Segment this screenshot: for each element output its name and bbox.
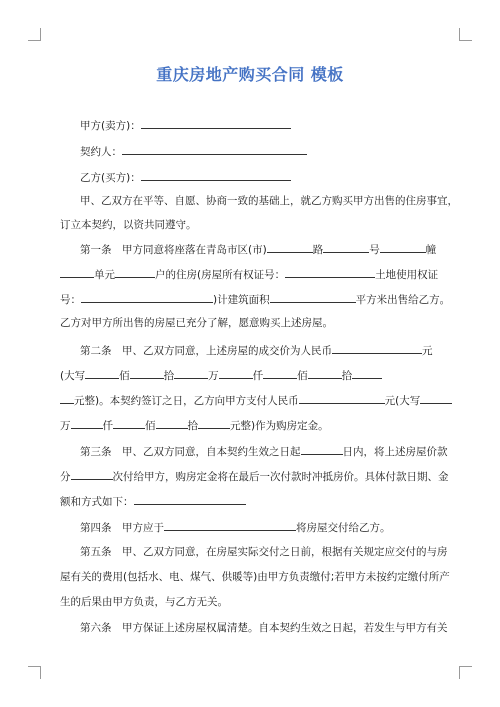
a1-blank-building[interactable] [60, 266, 94, 278]
a2-blank-deposit[interactable] [299, 392, 385, 404]
buyer-label: 乙方(买方)： [80, 172, 141, 184]
a2-text-8: 佰 [297, 370, 308, 382]
a2-text-14: 佰 [145, 420, 156, 432]
seller-blank[interactable] [141, 117, 291, 129]
article-5-line-1: 第五条 甲、乙双方同意，在房屋实际交付之日前，根据有关规定应交付的与房 [80, 546, 448, 558]
article-5-line-2: 屋有关的费用(包括水、电、煤气、供暖等)由甲方负责缴付;若甲方未按约定缴付所产 [60, 571, 450, 583]
article-3-line-2 [60, 468, 450, 484]
article-2-line-3 [60, 392, 450, 408]
seller-label: 甲方(卖方)： [80, 120, 141, 132]
article-5-line-3: 生的后果由甲方负责，与乙方无关。 [60, 596, 228, 608]
a2-blank-1[interactable] [85, 367, 119, 379]
a2-text-13: 仟 [102, 420, 113, 432]
crop-mark-bottom-left [28, 666, 41, 679]
article-4-line-1 [80, 519, 470, 535]
a2-blank-2[interactable] [130, 367, 164, 379]
article-3-line-3 [60, 493, 450, 509]
a2-text-2: 元 [422, 345, 433, 357]
a2-text-6: 万 [208, 370, 219, 382]
article-1-line-1 [80, 241, 470, 257]
a1-blank-number[interactable] [380, 241, 426, 253]
article-1-line-3 [60, 291, 450, 307]
article-1-line-2 [60, 266, 450, 282]
document-title: 重庆房地产购买合同 模板 [156, 65, 344, 84]
a1-text-9: )计建筑面积 [213, 294, 270, 306]
a4-text-2: 将房屋交付给乙方。 [296, 522, 391, 534]
a2-text-10: 元整)。本契约签订之日，乙方向甲方支付人民币 [74, 395, 299, 407]
a2-blank-3[interactable] [174, 367, 208, 379]
a2-blank-10[interactable] [71, 417, 103, 429]
a3-text-1: 第三条 甲、乙双方同意，自本契约生效之日起 [80, 446, 301, 458]
a2-blank-9[interactable] [420, 392, 452, 404]
buyer-field [80, 169, 470, 185]
a2-text-4: 佰 [119, 370, 130, 382]
a1-text-4: 幢 [425, 244, 437, 256]
a3-blank-details[interactable] [134, 493, 246, 505]
a2-text-16: 元整)作为购房定金。 [230, 420, 329, 432]
a2-text-3: (大写 [60, 370, 86, 382]
a1-text-10: 平方米出售给乙方。 [355, 294, 451, 306]
a1-text-6: 户的住房(房屋所有权证号： [155, 269, 286, 281]
agent-blank[interactable] [122, 143, 307, 155]
intro-line-1: 甲、乙双方在平等、自愿、协商一致的基础上，就乙方购买甲方出售的住房事宜， [80, 195, 458, 207]
article-6-line-1: 第六条 甲方保证上述房屋权属清楚。自本契约生效之日起，若发生与甲方有关 [80, 622, 448, 634]
a1-text-1: 第一条 甲方同意将座落在青岛市区(市) [80, 244, 267, 256]
a2-blank-4[interactable] [219, 367, 253, 379]
article-3-line-1 [80, 443, 470, 459]
a2-text-15: 拾 [187, 420, 198, 432]
crop-mark-top-left [28, 28, 41, 41]
a2-text-7: 仟 [252, 370, 264, 382]
a3-text-5: 额和方式如下： [60, 496, 134, 508]
a1-blank-land-cert[interactable] [81, 291, 213, 303]
a2-blank-6[interactable] [308, 367, 342, 379]
a2-text-11: 元(大写 [384, 395, 421, 407]
intro-line-2: 订立本契约，以资共同遵守。 [60, 219, 197, 231]
a4-blank-date[interactable] [164, 519, 296, 531]
article-1-line-4: 乙方对甲方所出售的房屋已充分了解，愿意购买上述房屋。 [60, 317, 333, 329]
crop-mark-bottom-right [459, 666, 472, 679]
a1-blank-unit[interactable] [115, 266, 155, 278]
buyer-blank[interactable] [141, 169, 291, 181]
a2-blank-5[interactable] [263, 367, 297, 379]
a3-text-4: 次付给甲方，购房定金将在最后一次付款时冲抵房价。具体付款日期、金 [112, 471, 449, 483]
article-2-line-1 [80, 342, 470, 358]
a2-text-9: 拾 [341, 370, 353, 382]
a2-text-5: 拾 [163, 370, 175, 382]
a2-blank-11[interactable] [113, 417, 145, 429]
a4-text-1: 第四条 甲方应于 [80, 522, 164, 534]
a1-blank-road[interactable] [323, 241, 369, 253]
article-2-line-2 [60, 367, 450, 383]
a2-text-1: 第二条 甲、乙双方同意，上述房屋的成交价为人民币 [80, 345, 332, 357]
a1-blank-area[interactable] [270, 291, 356, 303]
a1-blank-cert-number[interactable] [285, 266, 375, 278]
a2-blank-7[interactable] [352, 367, 382, 379]
crop-mark-top-right [459, 28, 472, 41]
article-2-line-4 [60, 417, 450, 433]
a1-blank-district[interactable] [267, 241, 313, 253]
a1-text-2: 路 [312, 244, 324, 256]
a2-blank-13[interactable] [198, 417, 230, 429]
a2-blank-price[interactable] [332, 342, 422, 354]
agent-label: 契约人： [80, 146, 122, 158]
a1-text-7: 土地使用权证 [375, 269, 439, 281]
a2-text-12: 万 [60, 420, 71, 432]
a3-blank-installments[interactable] [71, 468, 113, 480]
seller-field [80, 117, 470, 133]
a2-blank-12[interactable] [156, 417, 188, 429]
a1-text-8: 号： [60, 294, 81, 306]
a2-blank-8[interactable] [60, 392, 74, 404]
a1-text-3: 号 [369, 244, 380, 256]
a3-text-3: 分 [60, 471, 71, 483]
a3-text-2: 日内，将上述房屋价款 [342, 446, 448, 458]
a1-text-5: 单元 [94, 269, 115, 281]
a3-blank-days[interactable] [301, 443, 343, 455]
agent-field [80, 143, 470, 159]
